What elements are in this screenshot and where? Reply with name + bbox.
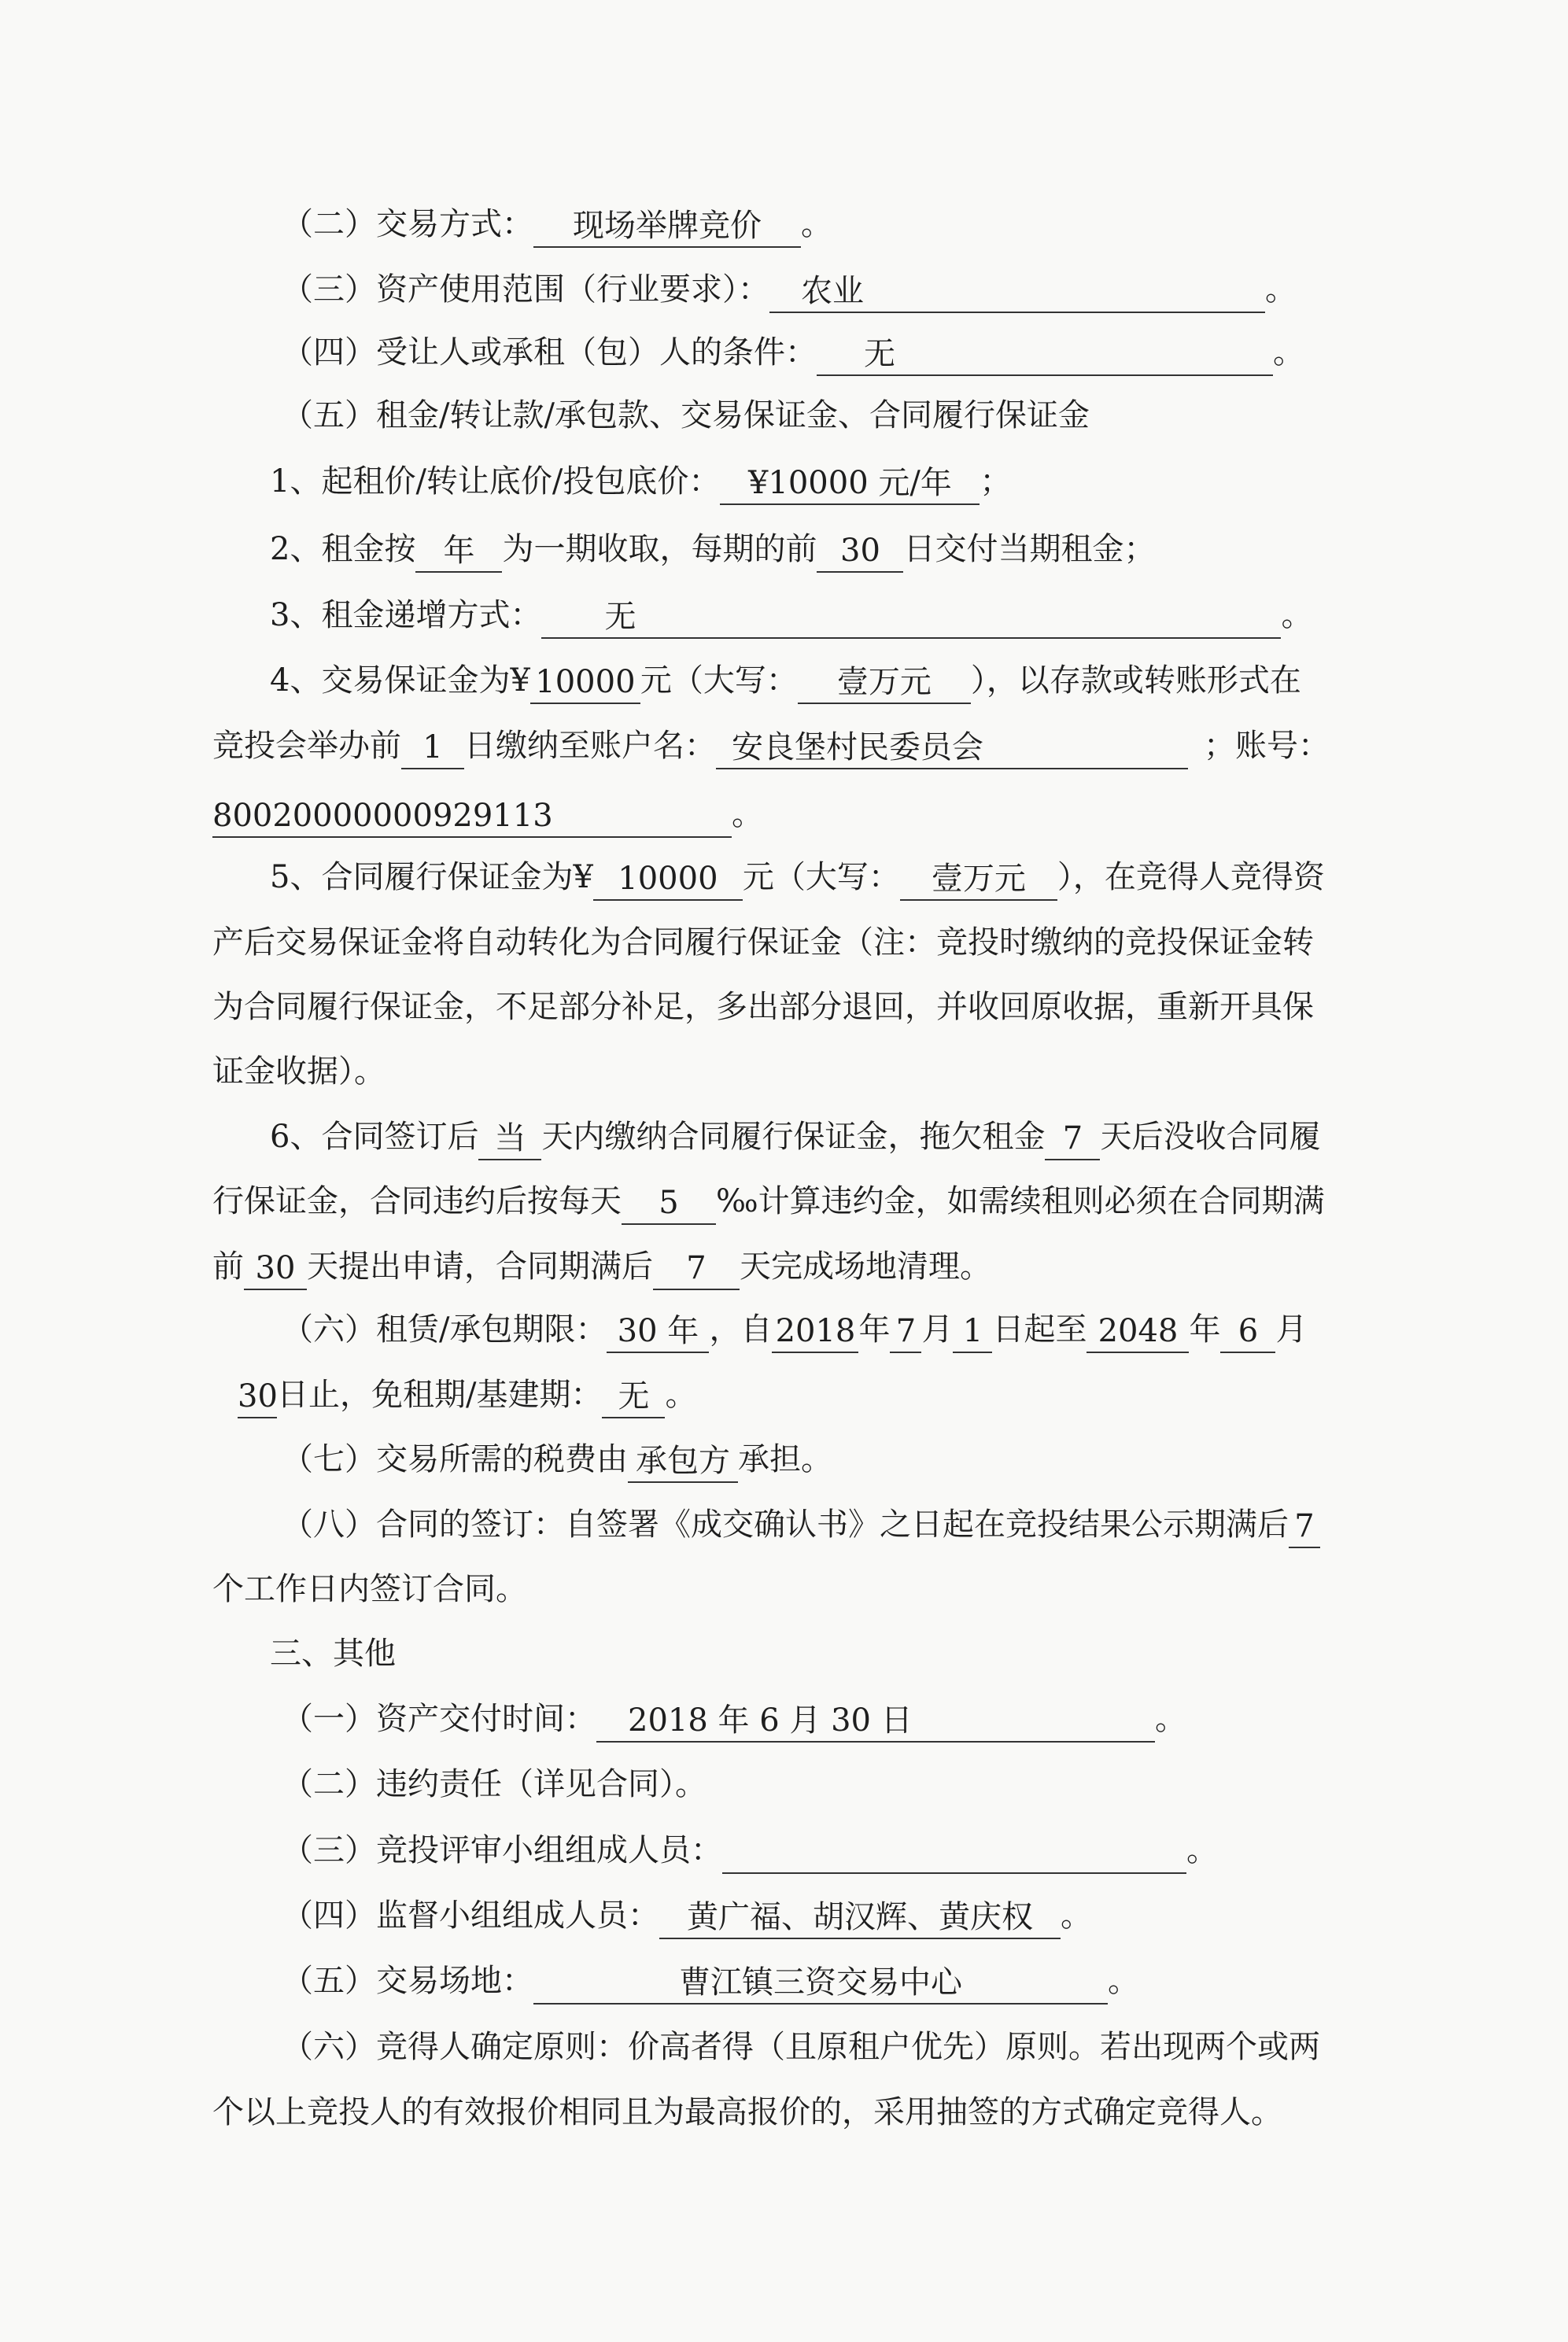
payment-day: 当 — [478, 1118, 541, 1160]
delivery-time-line: （一）资产交付时间： 2018 年 6 月 30 日 。 — [282, 1695, 1186, 1743]
winner-principle-line: （六）竞得人确定原则：价高者得（且原租户优先）原则。若出现两个或两 — [282, 2029, 1320, 2065]
rent-increase-value: 无 — [541, 596, 1281, 639]
usage-scope-value: 农业 — [769, 271, 1265, 313]
starting-price-line: 1、起租价/转让底价/投包底价： ¥10000 元/年 ； — [270, 458, 1011, 505]
end-year: 2048 — [1087, 1311, 1189, 1353]
start-month: 7 — [890, 1311, 921, 1353]
clearance-days: 7 — [653, 1248, 740, 1290]
rent-period-unit: 年 — [415, 530, 502, 573]
paragraph-line: 产后交易保证金将自动转化为合同履行保证金（注：竞投时缴纳的竞投保证金转 — [212, 924, 1314, 961]
liability-line: （二）违约责任（详见合同）。 — [282, 1766, 707, 1802]
signing-terms-line: 6、合同签订后 当 天内缴纳合同履行保证金，拖欠租金 7 天后没收合同履 — [270, 1113, 1320, 1160]
end-day: 30 — [238, 1376, 277, 1418]
start-day: 1 — [953, 1311, 992, 1353]
renewal-days: 30 — [244, 1248, 307, 1290]
trade-deposit-amount: 10000 — [530, 662, 640, 704]
delivery-time-value: 2018 年 6 月 30 日 — [596, 1700, 1155, 1743]
supervision-panel-members: 黄广福、胡汉辉、黄庆权 — [659, 1897, 1061, 1939]
overdue-days: 7 — [1045, 1118, 1100, 1160]
paragraph-line: 个以上竞投人的有效报价相同且为最高报价的，采用抽签的方式确定竞得人。 — [212, 2094, 1282, 2130]
trade-deposit-words: 壹万元 — [798, 662, 971, 704]
paragraph-line: 证金收据）。 — [212, 1053, 386, 1090]
penalty-rate: 5 — [622, 1182, 716, 1225]
trade-method-value: 现场举牌竞价 — [533, 205, 801, 248]
tenant-conditions-value: 无 — [817, 334, 1273, 376]
contract-signing-line: （八）合同的签订：自签署《成交确认书》之日起在竞投结果公示期满后 7 — [282, 1501, 1320, 1548]
performance-deposit-amount: 10000 — [593, 858, 743, 901]
start-year: 2018 — [772, 1311, 858, 1353]
renewal-line: 前 30 天提出申请，合同期满后 7 天完成场地清理。 — [212, 1243, 991, 1290]
account-number: 80020000000929113 — [212, 795, 732, 838]
tenant-conditions-line: （四）受让人或承租（包）人的条件： 无 。 — [282, 329, 1304, 376]
rent-free-period: 无 — [602, 1376, 665, 1418]
performance-deposit-words: 壹万元 — [900, 858, 1057, 901]
rent-advance-days: 30 — [817, 530, 903, 573]
lease-end-line: 30日止，免租期/基建期： 无 。 — [238, 1371, 696, 1418]
rent-increase-line: 3、租金递增方式： 无 。 — [270, 592, 1312, 639]
paragraph-line: 个工作日内签订合同。 — [212, 1571, 527, 1607]
venue-value: 曹江镇三资交易中心 — [533, 1962, 1108, 2005]
lease-term-line: （六）租赁/承包期限： 30 年 ，自 2018 年 7 月 1 日起至 2048 年 6 月 — [282, 1306, 1307, 1353]
supervision-panel-line: （四）监督小组组成人员： 黄广福、胡汉辉、黄庆权 。 — [282, 1892, 1092, 1939]
account-name: 安良堡村民委员会 — [716, 727, 1188, 769]
lease-years: 30 年 — [607, 1311, 709, 1353]
signing-workdays: 7 — [1289, 1506, 1320, 1548]
trade-deposit-line: 4、交易保证金为¥ 10000 元（大写： 壹万元 ），以存款或转账形式在 — [270, 657, 1301, 704]
review-panel-members — [722, 1831, 1186, 1874]
paragraph-line: 为合同履行保证金，不足部分补足，多出部分退回，并收回原收据，重新开具保 — [212, 989, 1314, 1025]
section-heading-deposits: （五）租金/转让款/承包款、交易保证金、合同履行保证金 — [282, 397, 1090, 433]
usage-scope-line: （三）资产使用范围（行业要求）： 农业 。 — [282, 266, 1297, 313]
venue-line: （五）交易场地： 曹江镇三资交易中心 。 — [282, 1957, 1139, 2005]
deposit-days-before: 1 — [401, 727, 464, 769]
tax-burden-line: （七）交易所需的税费由 承包方 承担。 — [282, 1436, 832, 1483]
starting-price-value: ¥10000 元/年 — [720, 463, 980, 505]
trade-method-line: （二）交易方式： 现场举牌竞价 。 — [282, 201, 832, 248]
account-number-line: 80020000000929113 。 — [212, 791, 763, 838]
end-month: 6 — [1220, 1311, 1275, 1353]
tax-payer: 承包方 — [628, 1440, 738, 1483]
deposit-account-line: 竞投会举办前 1 日缴纳至账户名： 安良堡村民委员会 ；账号： — [212, 722, 1330, 769]
performance-deposit-line: 5、合同履行保证金为¥ 10000 元（大写： 壹万元 ），在竞得人竞得资 — [270, 854, 1325, 901]
review-panel-line: （三）竞投评审小组组成人员： 。 — [282, 1827, 1218, 1874]
rent-period-line: 2、租金按 年 为一期收取，每期的前 30 日交付当期租金； — [270, 526, 1155, 573]
section-heading-other: 三、其他 — [270, 1636, 396, 1672]
penalty-line: 行保证金，合同违约后按每天 5 ‰计算违约金，如需续租则必须在合同期满 — [212, 1178, 1325, 1225]
